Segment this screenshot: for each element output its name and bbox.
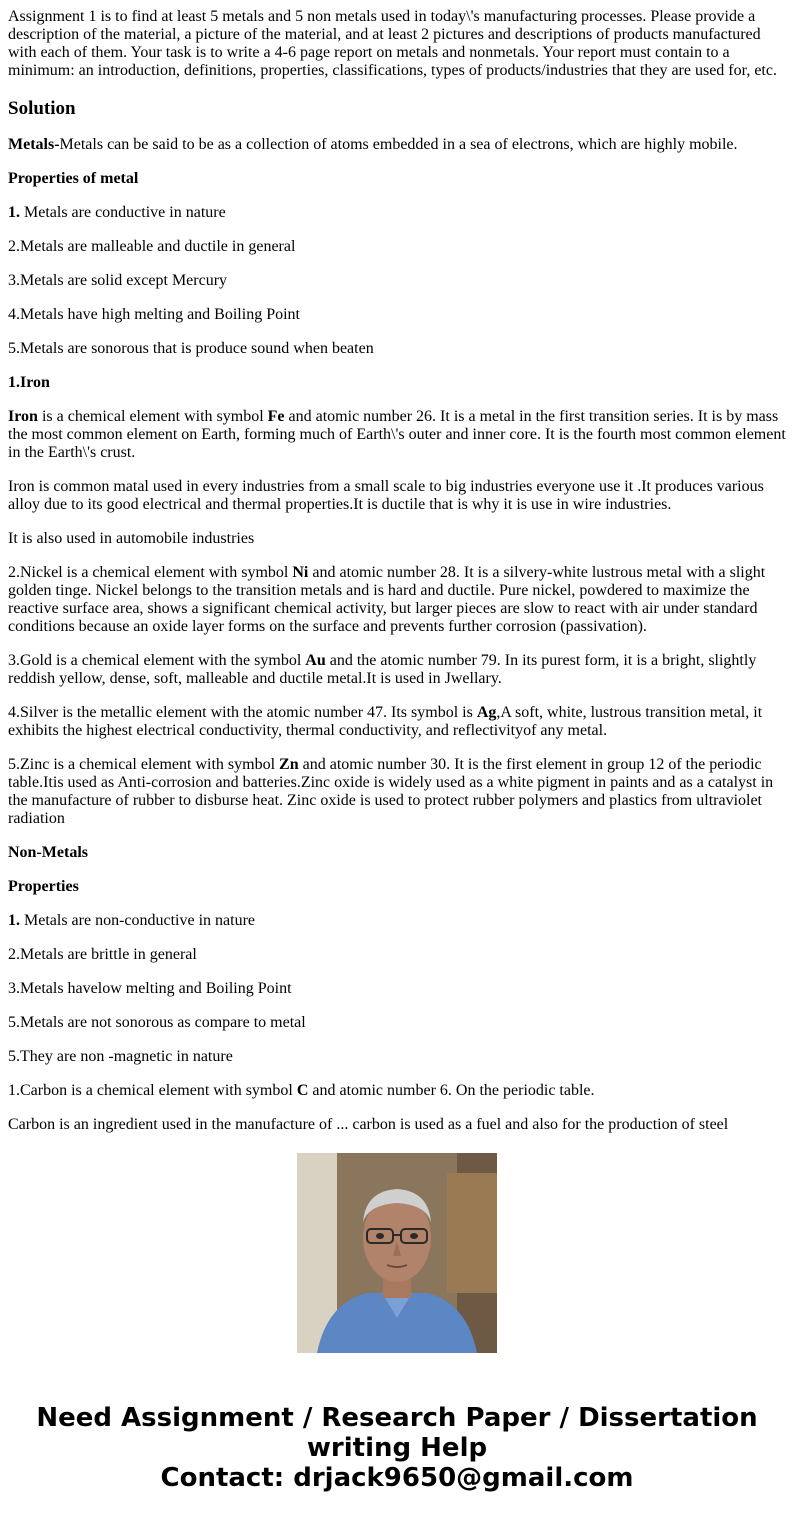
metal-property-5: 5.Metals are sonorous that is produce sound when beaten xyxy=(8,340,374,357)
document-body xyxy=(8,0,788,1133)
carbon-cut-off-paragraph: Carbon is an ingredient used in the manufacture of ... carbon is used as a fuel and also for the production of steel xyxy=(8,1116,729,1133)
metal-property-2: 2.Metals are malleable and ductile in general xyxy=(8,238,296,255)
iron-heading: 1.Iron xyxy=(8,374,50,391)
properties-heading: Properties xyxy=(8,878,79,895)
gold-paragraph: 3.Gold is a chemical element with the symbol Au and the atomic number 79. In its purest form, it is a bright, slightly reddish yellow, dense, soft, malleable and ductile metal.It is used in Jwellary. xyxy=(8,652,757,687)
promo-contact-email: Contact: drjack9650@gmail.com xyxy=(160,1463,634,1493)
nonmetal-property-3: 3.Metals havelow melting and Boiling Point xyxy=(8,980,292,997)
metals-definition-text: Metals can be said to be as a collection of atoms embedded in a sea of electrons, which are highly mobile. xyxy=(59,136,738,153)
carbon-paragraph: 1.Carbon is a chemical element with symbol C and atomic number 6. On the periodic table. xyxy=(8,1082,595,1099)
promo-line-2: writing Help xyxy=(306,1433,488,1463)
promo-contact-text xyxy=(0,1403,794,1493)
promo-line-1: Need Assignment / Research Paper / Dissertation xyxy=(36,1403,758,1433)
iron-automobile-paragraph: It is also used in automobile industries xyxy=(8,530,255,547)
metal-property-1: 1. Metals are conductive in nature xyxy=(8,204,226,221)
assignment-intro: Assignment 1 is to find at least 5 metals and 5 non metals used in today\'s manufacturing processes. Please provide a description of the material, a picture of the material, and at least 2 pictures and descriptions of products manufactured with each of them. Your task is to write a 4-6 page report on metals and nonmetals. Your report must contain to a minimum: an introduction, definitions, properties, classifications, types of products/industries that they are used for, etc. xyxy=(8,8,777,79)
non-metals-heading: Non-Metals xyxy=(8,844,88,861)
nonmetal-property-1: 1. Metals are non-conductive in nature xyxy=(8,912,256,929)
metal-property-3: 3.Metals are solid except Mercury xyxy=(8,272,228,289)
avatar-portrait-illustration xyxy=(297,1153,497,1353)
solution-heading: Solution xyxy=(8,98,76,119)
metals-definition xyxy=(8,136,788,154)
zinc-paragraph: 5.Zinc is a chemical element with symbol Zn and atomic number 30. It is the first element in group 12 of the periodic table.Itis used as Anti-corrosion and batteries.Zinc oxide is widely used as a white pigment in paints and as a catalyst in the manufacture of rubber to disburse heat. Zinc oxide is used to protect rubber polymers and plastics from ultraviolet radiation xyxy=(8,756,774,827)
iron-paragraph: Iron is a chemical element with symbol Fe and atomic number 26. It is a metal in the first transition series. It is by mass the most common element on Earth, forming much of Earth\'s outer and inner core. It is the fourth most common element in the Earth\'s crust. xyxy=(8,408,786,461)
metal-property-4: 4.Metals have high melting and Boiling Point xyxy=(8,306,300,323)
silver-paragraph: 4.Silver is the metallic element with the atomic number 47. Its symbol is Ag,A soft, white, lustrous transition metal, it exhibits the highest electrical conductivity, thermal conductivity, and reflectivityof any metal. xyxy=(8,704,763,739)
nickel-paragraph: 2.Nickel is a chemical element with symbol Ni and atomic number 28. It is a silvery-white lustrous metal with a slight golden tinge. Nickel belongs to the transition metals and is hard and ductile. Pure nickel, powdered to maximize the reactive surface area, shows a significant chemical activity, but larger pieces are slow to react with air under standard conditions because an oxide layer forms on the surface and prevents further corrosion (passivation). xyxy=(8,564,766,635)
iron-use-paragraph: Iron is common matal used in every industries from a small scale to big industries everyone use it .It produces various alloy due to its good electrical and thermal properties.It is ductile that is why it is use in wire industries. xyxy=(8,478,764,513)
properties-of-metal-heading: Properties of metal xyxy=(8,170,139,187)
avatar xyxy=(297,1153,497,1353)
promo-section xyxy=(0,1150,794,1523)
nonmetal-property-5: 5.They are non -magnetic in nature xyxy=(8,1048,233,1065)
nonmetal-property-4: 5.Metals are not sonorous as compare to metal xyxy=(8,1014,306,1031)
metals-term: Metals- xyxy=(8,136,60,153)
nonmetal-property-2: 2.Metals are brittle in general xyxy=(8,946,197,963)
